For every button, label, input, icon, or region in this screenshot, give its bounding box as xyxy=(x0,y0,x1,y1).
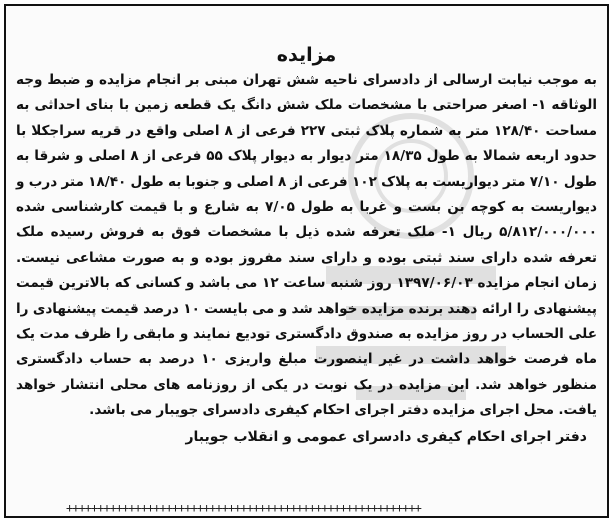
notice-signature: دفتر اجرای احکام کیفری دادسرای عمومی و انقلاب جویبار xyxy=(185,428,587,445)
auction-notice xyxy=(4,4,609,518)
notice-title: مزایده xyxy=(276,44,337,66)
decorative-border-row: +++++++++++++++++++++++++++++++++++++++++++++++++++++++++ xyxy=(66,502,421,514)
notice-body: به موجب نیابت ارسالی از دادسرای ناحیه شش تهران مبنی بر انجام مزایده و ضبط وجه الوثاقه ۱- اصغر صراحتی با مشخصات ملک شش دانگ یک قطعه زمین با بنای احداثی به مساحت ۱۲۸/۴۰ متر به شماره پلاک ثبتی ۲۲۷ فرعی از ۸ اصلی واقع در قریه سراجکلا با حدود اربعه شمالا به طول ۱۸/۳۵ متر دیوار به دیوار پلاک ۵۵ فرعی از ۸ اصلی و شرقا به طول ۷/۱۰ متر دیواریست به پلاک ۱۰۲ فرعی از ۸ اصلی و جنوبا به طول ۱۸/۴۰ متر درب و دیواریست به کوچه بن بست و غربا به طول ۷/۰۵ به شارع و با قیمت کارشناسی شده ۵/۸۱۲/۰۰۰/۰۰۰ ریال ۱- ملک تعرفه شده ذیل با مشخصات فوق به فروش رسیده ملک تعرفه شده دارای سند ثبتی بوده و دارای سند مفروز بوده و به صورت مشاعی نیست. زمان انجام مزایده ۱۳۹۷/۰۶/۰۳ روز شنبه ساعت ۱۲ می باشد و کسانی که بالاترین قیمت پیشنهادی را ارائه دهند برنده مزایده خواهد شد و می بایست ۱۰ درصد قیمت پیشنهادی را علی الحساب در روز مزایده به صندوق دادگستری تودیع نمایند و مابقی را ظرف مدت یک ماه فرصت خواهد داشت در غیر اینصورت مبلغ واریزی ۱۰ درصد به حساب دادگستری منظور خواهد شد. این مزایده در یک نوبت در یکی از روزنامه های محلی انتشار خواهد یافت. محل اجرای مزایده دفتر اجرای احکام کیفری دادسرای جویبار می باشد. xyxy=(16,72,598,419)
